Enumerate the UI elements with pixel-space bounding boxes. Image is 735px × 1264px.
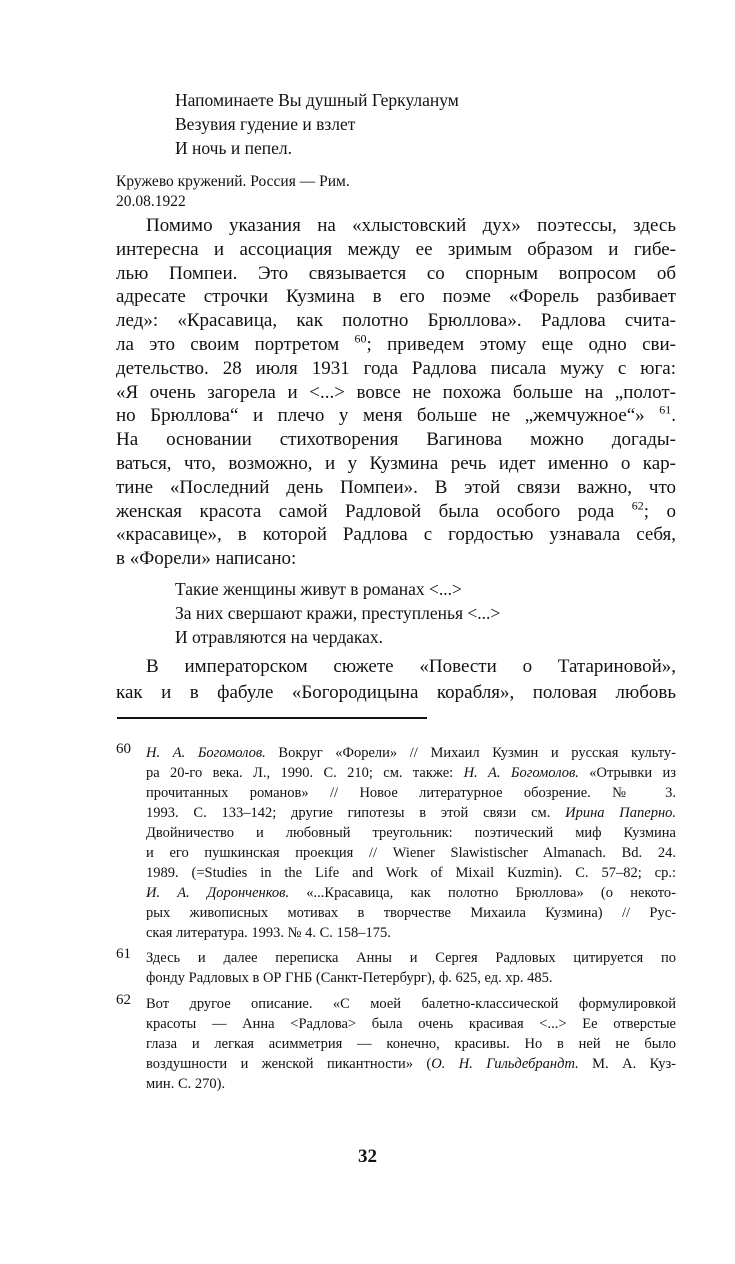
footnote-60 [116,743,676,943]
text-line [116,404,676,428]
footnote-line: ская литература. 1993. № 4. С. 158–175. [146,925,391,941]
verse-line: И ночь и пепел. [175,138,292,158]
footnote-line [146,803,676,823]
text-line: Помимо указания на «хлыстовский дух» поэтессы, здесь [146,215,676,236]
verse-line: Напоминаете Вы душный Геркуланум [175,90,459,110]
footnote-line: и его пушкинская проекция // Wiener Slawistischer Almanach. Bd. 24. [146,845,676,861]
text-line [116,333,676,357]
text-line: тине «Последний день Помпеи». В этой связи важно, что [116,476,676,498]
footnote-line: Двойничество и любовный треугольник: поэтический миф Кузмина [146,825,676,841]
footnote-62 [116,994,676,1094]
author-name: Н. А. Богомолов. [146,745,266,761]
main-paragraph-2 [116,654,676,706]
text-line: лью Помпеи. Это связывается со спорным вопросом об [116,262,676,284]
text-fragment: женская красота самой Радловой была особого рода [116,500,615,522]
footnote-line: Здесь и далее переписка Анны и Сергея Радловых цитируется по [146,950,676,966]
signature-source: Кружево кружений. Россия — Рим. [116,173,350,190]
page-number: 32 [358,1146,377,1167]
footnote-line: фонду Радловых в ОР ГНБ (Санкт-Петербург), ф. 625, ед. хр. 485. [146,970,553,986]
footnote-line: рых живописных мотивах в творчестве Михаила Кузмина) // Рус- [146,905,676,921]
footnote-line: Вот другое описание. «С моей балетно-классической формулировкой [146,996,676,1012]
text-fragment: «...Красавица, как полотно Брюллова» (о некото- [289,885,676,901]
text-line: в «Форели» написано: [116,548,297,570]
footnote-line: красоты — Анна <Радлова> была очень красивая <...> Ее отверстые [146,1016,676,1032]
text-line: как и в фабуле «Богородицына корабля», половая любовь [116,682,676,703]
verse-epigraph [175,88,459,160]
verse-quote [175,577,500,649]
text-fragment: Вокруг «Форели» // Михаил Кузмин и русская культу- [265,745,676,761]
footnote-line [146,763,676,783]
footnote-line: глаза и легкая асимметрия — конечно, красивы. Но в ней не было [146,1036,676,1052]
text-fragment: М. А. Куз- [578,1056,676,1072]
verse-line: Такие женщины живут в романах <...> [175,579,462,599]
footnote-ref-60[interactable]: 60 [354,331,367,346]
author-name: Н. А. Богомолов. [463,765,579,781]
footnote-line [146,1054,676,1074]
text-line: детельство. 28 июля 1931 года Радлова писала мужу с юга: [116,357,676,379]
text-fragment: ; о [643,500,676,522]
text-line: «Я очень загорела и <...> вовсе не похожа больше на „полот- [116,381,676,403]
verse-signature [116,172,350,212]
footnote-ref-62[interactable]: 62 [631,498,644,513]
text-line: интересна и ассоциация между ее зримым образом и гибе- [116,238,676,260]
verse-line: И отравляются на чердаках. [175,627,384,647]
author-name: О. Н. Гильдебрандт. [431,1056,579,1072]
footnote-divider [117,717,427,719]
author-name: И. А. Доронченков. [146,885,290,901]
text-fragment: «Отрывки из [578,765,676,781]
text-line: На основании стихотворения Вагинова можно догады- [116,429,676,451]
text-line: адресате строчки Кузмина в его поэме «Форель разбивает [116,286,676,308]
text-line: «красавице», в которой Радлова с гордостью узнавала себя, [116,524,676,546]
text-line [116,500,676,524]
footnote-line [146,883,676,903]
text-fragment: но Брюллова“ и плечо у меня больше не „жемчужное“» [116,405,645,427]
main-paragraph [116,214,676,571]
verse-line: Везувия гудение и взлет [175,114,356,134]
author-name: Ирина Паперно. [565,805,677,821]
footnote-61 [116,948,676,988]
footnote-number: 60 [116,741,131,757]
footnote-line: прочитанных романов» // Новое литературное обозрение. № 3. [146,785,676,801]
footnote-number: 62 [116,992,131,1008]
text-fragment: ; приведем этому еще одно сви- [366,333,676,355]
footnote-line [146,743,676,763]
signature-date: 20.08.1922 [116,193,186,210]
text-line: ваться, что, возможно, и у Кузмина речь идет именно о кар- [116,452,676,474]
footnote-line: мин. С. 270). [146,1076,226,1092]
text-fragment: ра 20-го века. Л., 1990. С. 210; см. также: [146,765,454,781]
text-fragment: 1993. С. 133–142; другие гипотезы в этой связи см. [146,805,551,821]
text-line: В императорском сюжете «Повести о Татариновой», [146,656,676,677]
footnote-number: 61 [116,946,131,962]
footnote-line: 1989. (=Studies in the Life and Work of Mixail Kuzmin). С. 57–82; ср.: [146,865,676,881]
text-fragment: ла это своим портретом [116,333,340,355]
text-fragment: . [671,405,676,427]
text-line: лед»: «Красавица, как полотно Брюллова». Радлова счита- [116,310,676,332]
verse-line: За них свершают кражи, преступленья <...> [175,603,501,623]
footnote-ref-61[interactable]: 61 [659,403,672,418]
text-fragment: воздушности и женской пикантности» ( [146,1056,432,1072]
